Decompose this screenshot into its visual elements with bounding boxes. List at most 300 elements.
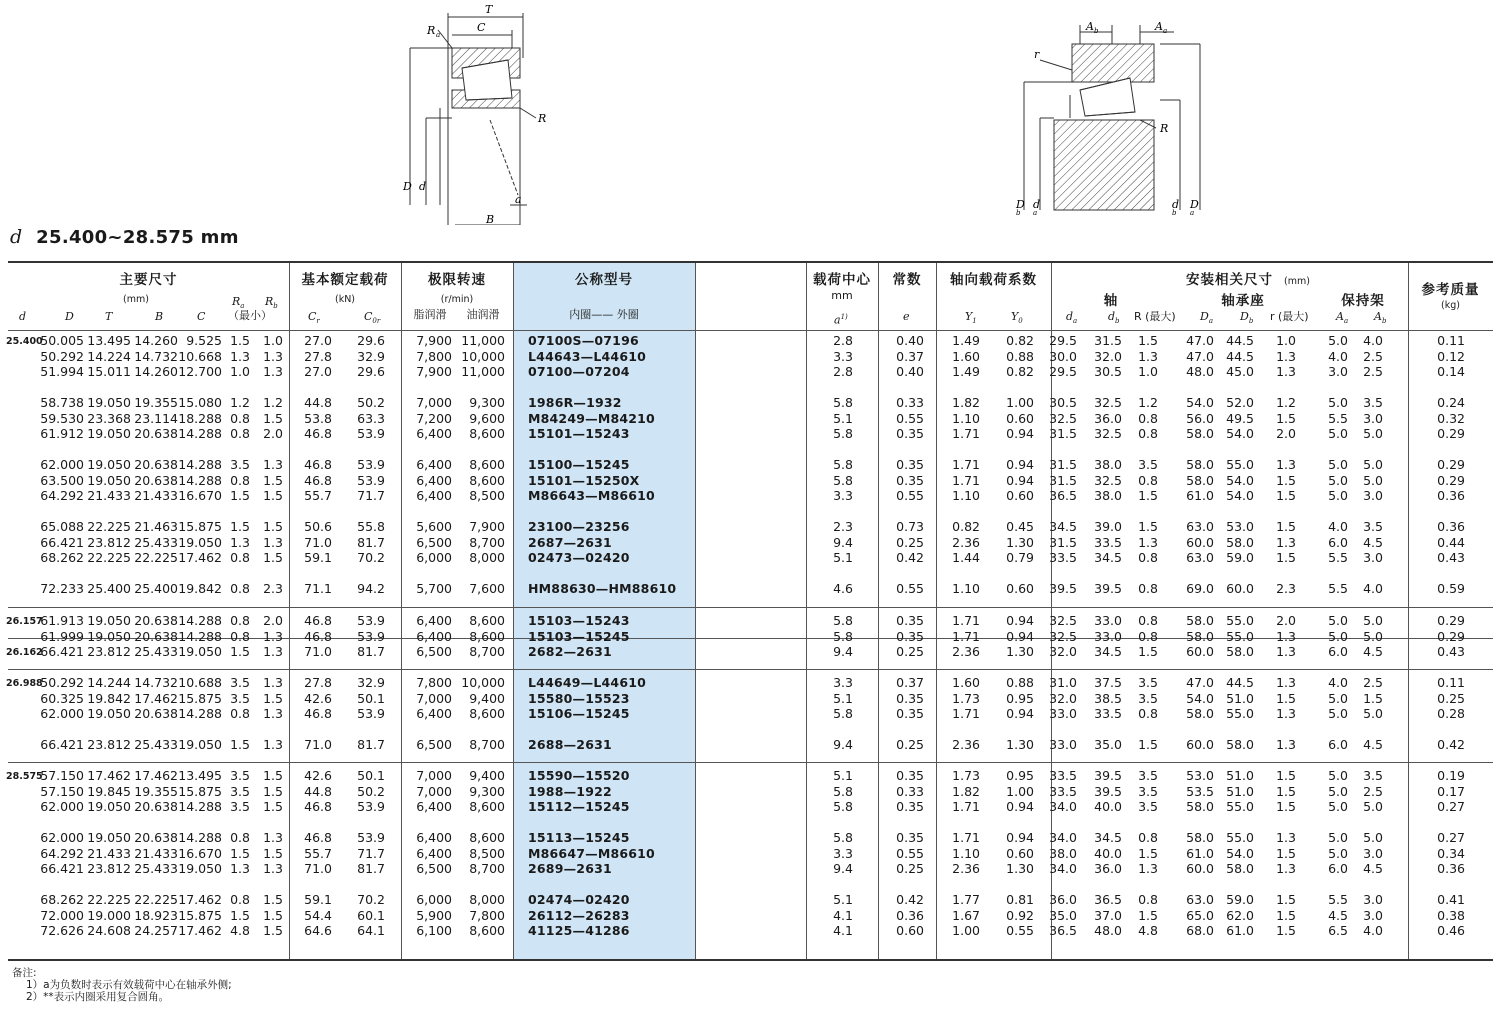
cell-C: 14.288: [178, 830, 222, 845]
cell-Y1: 1.71: [952, 472, 980, 488]
cell-Ab: 5.0: [1363, 628, 1383, 644]
col-symbol-B: B: [155, 310, 164, 323]
col-symbol-a: $a^{1)}$: [834, 313, 848, 327]
cell-D: 58.738: [40, 395, 84, 410]
cell-r: 1.5: [1276, 799, 1296, 814]
cell-designation: 15100—15245: [528, 457, 630, 472]
cell-da: 29.5: [1049, 364, 1077, 379]
diagram-label-Ab: A: [1086, 20, 1094, 33]
cell-Y0: 0.94: [1006, 706, 1034, 721]
cell-B: 20.638: [134, 830, 178, 845]
cell-e: 0.25: [896, 861, 924, 876]
cell-da: 34.0: [1049, 861, 1077, 876]
cell-Y0: 0.94: [1006, 472, 1034, 488]
cell-Y1: 2.36: [952, 644, 980, 659]
cell-oil: 8,600: [469, 706, 505, 721]
cell-C: 16.670: [178, 488, 222, 503]
cell-T: 19.050: [87, 830, 131, 845]
cell-oil: 8,600: [469, 799, 505, 814]
cell-Cr: 46.8: [304, 457, 332, 472]
cell-db: 38.0: [1094, 488, 1122, 503]
cell-C0r: 81.7: [357, 861, 385, 876]
header-main-dims: 主要尺寸: [119, 272, 178, 288]
cell-db: 34.5: [1094, 830, 1122, 845]
cell-R: 1.5: [1138, 644, 1158, 659]
cell-T: 14.244: [87, 675, 131, 690]
cell-Y0: 0.94: [1006, 457, 1034, 472]
cell-r: 1.5: [1276, 472, 1296, 488]
cell-designation: 15590—15520: [528, 768, 630, 783]
index-mark: b: [273, 302, 278, 311]
col-symbol-Ra: $R_a$: [232, 295, 245, 311]
cell-Aa: 5.0: [1328, 613, 1348, 628]
cell-C: 14.288: [178, 628, 222, 644]
cell-B: 24.257: [134, 923, 178, 938]
cell-Da: 58.0: [1186, 628, 1214, 644]
cell-C: 10.688: [178, 675, 222, 690]
cell-B: 25.433: [134, 644, 178, 659]
cell-Y0: 0.60: [1006, 581, 1034, 596]
cell-Ab: 5.0: [1363, 613, 1383, 628]
cell-T: 15.011: [87, 364, 131, 379]
cell-grease: 6,400: [416, 488, 452, 503]
cell-Rb: 1.5: [263, 845, 283, 861]
cell-Rb: 2.3: [263, 581, 283, 596]
cell-Da: 58.0: [1186, 457, 1214, 472]
cell-mass: 0.27: [1437, 799, 1465, 814]
cell-mass: 0.36: [1437, 488, 1465, 503]
cell-Ab: 3.0: [1363, 845, 1383, 861]
cell-R: 1.5: [1138, 488, 1158, 503]
cell-Cr: 59.1: [304, 550, 332, 565]
cell-Aa: 5.0: [1328, 690, 1348, 706]
cell-r: 1.5: [1276, 923, 1296, 938]
cell-e: 0.55: [896, 845, 924, 861]
cell-Y1: 1.60: [952, 348, 980, 364]
cell-e: 0.33: [896, 783, 924, 799]
cell-grease: 5,600: [416, 519, 452, 534]
cell-Ra: 1.5: [230, 737, 250, 752]
cell-r: 1.3: [1276, 348, 1296, 364]
cell-Db: 44.5: [1226, 348, 1254, 364]
cell-Cr: 71.0: [304, 737, 332, 752]
cell-C: 12.700: [178, 364, 222, 379]
cell-r: 1.3: [1276, 737, 1296, 752]
cell-Aa: 5.5: [1328, 550, 1348, 565]
cell-Ab: 4.0: [1363, 333, 1383, 348]
cell-C: 17.462: [178, 550, 222, 565]
diagram-label-a: a: [515, 193, 522, 206]
cell-grease: 6,500: [416, 534, 452, 550]
cell-a: 2.8: [833, 333, 853, 348]
page-heading: [10, 226, 239, 254]
cell-Ab: 4.0: [1363, 923, 1383, 938]
cell-Y0: 0.94: [1006, 426, 1034, 441]
cell-grease: 6,400: [416, 472, 452, 488]
cell-designation: 2682—2631: [528, 644, 612, 659]
cell-r: 1.3: [1276, 861, 1296, 876]
cell-grease: 6,500: [416, 644, 452, 659]
cell-C: 15.875: [178, 519, 222, 534]
cell-oil: 8,600: [469, 628, 505, 644]
cell-B: 17.462: [134, 768, 178, 783]
cell-R: 1.3: [1138, 534, 1158, 550]
cell-designation: 41125—41286: [528, 923, 630, 938]
cell-C: 14.288: [178, 472, 222, 488]
cell-Ra: 0.8: [230, 550, 250, 565]
cell-C0r: 81.7: [357, 534, 385, 550]
cell-Db: 55.0: [1226, 799, 1254, 814]
cell-Rb: 1.5: [263, 472, 283, 488]
header-bottom-rule: [8, 330, 1493, 331]
cell-mass: 0.24: [1437, 395, 1465, 410]
cell-Ra: 0.8: [230, 613, 250, 628]
cell-R: 3.5: [1138, 690, 1158, 706]
cell-Ra: 1.3: [230, 861, 250, 876]
cell-C: 19.842: [178, 581, 222, 596]
cell-Y0: 1.00: [1006, 783, 1034, 799]
cell-db: 32.5: [1094, 472, 1122, 488]
cell-Ab: 3.5: [1363, 519, 1383, 534]
cell-Y1: 1.77: [952, 892, 980, 907]
diagram-label-R: R: [538, 112, 547, 125]
cell-B: 19.355: [134, 783, 178, 799]
cell-grease: 6,500: [416, 737, 452, 752]
cell-Y1: 1.71: [952, 628, 980, 644]
cell-designation: 15106—15245: [528, 706, 630, 721]
cell-D: 62.000: [40, 706, 84, 721]
group-bore-d: 26.157: [6, 616, 43, 627]
cell-C0r: 70.2: [357, 550, 385, 565]
cell-Da: 47.0: [1186, 348, 1214, 364]
cell-e: 0.40: [896, 333, 924, 348]
cell-mass: 0.29: [1437, 628, 1465, 644]
cell-mass: 0.36: [1437, 861, 1465, 876]
cell-Da: 53.5: [1186, 783, 1214, 799]
cell-Aa: 6.0: [1328, 737, 1348, 752]
diagram-label-Da-sub: a: [1190, 209, 1195, 217]
cell-T: 14.224: [87, 348, 131, 364]
cell-C0r: 50.2: [357, 783, 385, 799]
cell-R: 0.8: [1138, 830, 1158, 845]
cell-Aa: 4.5: [1328, 907, 1348, 923]
cell-da: 35.0: [1049, 907, 1077, 923]
cell-C0r: 50.1: [357, 768, 385, 783]
cell-Y1: 1.10: [952, 488, 980, 503]
cell-Aa: 5.0: [1328, 799, 1348, 814]
cell-a: 3.3: [833, 845, 853, 861]
cell-mass: 0.41: [1437, 892, 1465, 907]
cell-Ra: 3.5: [230, 799, 250, 814]
cell-Db: 44.5: [1226, 333, 1254, 348]
cell-C: 14.288: [178, 457, 222, 472]
cell-B: 23.114: [134, 410, 178, 426]
cell-r: 1.5: [1276, 768, 1296, 783]
cell-r: 1.2: [1276, 395, 1296, 410]
cell-designation: M86647—M86610: [528, 845, 655, 861]
cell-Ab: 4.5: [1363, 861, 1383, 876]
cell-oil: 10,000: [461, 348, 505, 364]
cell-Rb: 1.3: [263, 534, 283, 550]
index-mark: b: [1381, 317, 1387, 326]
cell-grease: 6,400: [416, 613, 452, 628]
cell-db: 33.5: [1094, 534, 1122, 550]
cell-designation: 02474—02420: [528, 892, 630, 907]
cell-R: 1.5: [1138, 737, 1158, 752]
cell-e: 0.35: [896, 799, 924, 814]
cell-C: 15.875: [178, 783, 222, 799]
cell-D: 62.000: [40, 830, 84, 845]
cell-da: 33.0: [1049, 737, 1077, 752]
cell-C: 14.288: [178, 613, 222, 628]
cell-grease: 6,000: [416, 892, 452, 907]
cell-C: 13.495: [178, 768, 222, 783]
cell-Ra: 1.3: [230, 534, 250, 550]
cell-R: 3.5: [1138, 768, 1158, 783]
cell-R: 0.8: [1138, 581, 1158, 596]
col-symbol-Rb: $R_b$: [265, 295, 278, 311]
cell-Y0: 0.82: [1006, 364, 1034, 379]
cell-oil: 11,000: [461, 364, 505, 379]
cell-grease: 6,500: [416, 861, 452, 876]
cell-Db: 53.0: [1226, 519, 1254, 534]
cell-Aa: 5.0: [1328, 472, 1348, 488]
cell-db: 39.5: [1094, 783, 1122, 799]
note-2: 2）**表示内圈采用复合圆角。: [26, 991, 170, 1003]
cell-da: 36.0: [1049, 892, 1077, 907]
cell-Aa: 4.0: [1328, 348, 1348, 364]
cell-oil: 7,900: [469, 519, 505, 534]
cell-da: 36.5: [1049, 923, 1077, 938]
cell-Cr: 71.0: [304, 534, 332, 550]
cell-db: 30.5: [1094, 364, 1122, 379]
cell-oil: 8,600: [469, 613, 505, 628]
cell-Y1: 2.36: [952, 737, 980, 752]
cell-e: 0.35: [896, 613, 924, 628]
cell-a: 5.8: [833, 472, 853, 488]
column-rule: [695, 263, 696, 959]
cell-a: 5.8: [833, 628, 853, 644]
cell-e: 0.42: [896, 892, 924, 907]
diagram-label-Aa: A: [1155, 20, 1163, 33]
cell-Y1: 1.44: [952, 550, 980, 565]
cell-C0r: 63.3: [357, 410, 385, 426]
cell-Rb: 1.3: [263, 457, 283, 472]
cell-Cr: 27.8: [304, 675, 332, 690]
cell-Y0: 0.55: [1006, 923, 1034, 938]
cell-mass: 0.29: [1437, 457, 1465, 472]
diagram-label-Ra-sub: a: [436, 31, 441, 39]
cell-Ra: 4.8: [230, 923, 250, 938]
cell-Cr: 44.8: [304, 395, 332, 410]
cell-Cr: 71.1: [304, 581, 332, 596]
cell-D: 66.421: [40, 861, 84, 876]
cell-Y1: 1.71: [952, 799, 980, 814]
cell-mass: 0.11: [1437, 675, 1465, 690]
cell-Da: 58.0: [1186, 613, 1214, 628]
cell-C0r: 29.6: [357, 364, 385, 379]
cell-Da: 58.0: [1186, 472, 1214, 488]
cell-Ab: 3.5: [1363, 768, 1383, 783]
cell-C: 14.288: [178, 706, 222, 721]
cell-Y0: 0.60: [1006, 488, 1034, 503]
cell-designation: 2687—2631: [528, 534, 612, 550]
cell-Cr: 27.8: [304, 348, 332, 364]
cell-grease: 7,900: [416, 364, 452, 379]
cell-Y1: 1.10: [952, 410, 980, 426]
diagram-label-da-sub: a: [1033, 209, 1038, 217]
cell-D: 61.999: [40, 628, 84, 644]
cell-Da: 58.0: [1186, 799, 1214, 814]
cell-da: 39.5: [1049, 581, 1077, 596]
cell-da: 30.0: [1049, 348, 1077, 364]
cell-Rb: 1.5: [263, 519, 283, 534]
cell-a: 9.4: [833, 861, 853, 876]
header-mass-unit: (kg): [1441, 300, 1460, 311]
cell-mass: 0.42: [1437, 737, 1465, 752]
cell-Da: 68.0: [1186, 923, 1214, 938]
cell-Y1: 1.10: [952, 581, 980, 596]
index-mark: 0r: [372, 317, 381, 326]
cell-oil: 8,500: [469, 488, 505, 503]
cell-Y0: 0.60: [1006, 410, 1034, 426]
cell-Db: 58.0: [1226, 534, 1254, 550]
cell-Db: 54.0: [1226, 426, 1254, 441]
cell-Rb: 1.3: [263, 628, 283, 644]
cell-Ab: 2.5: [1363, 783, 1383, 799]
cell-Y0: 1.30: [1006, 737, 1034, 752]
cell-r: 2.3: [1276, 581, 1296, 596]
cell-designation: M86643—M86610: [528, 488, 655, 503]
cell-mass: 0.46: [1437, 923, 1465, 938]
cell-Ra: 0.8: [230, 426, 250, 441]
cell-Cr: 64.6: [304, 923, 332, 938]
cell-e: 0.35: [896, 830, 924, 845]
cell-D: 64.292: [40, 845, 84, 861]
col-symbol-db: $d_b$: [1108, 310, 1120, 326]
cell-Aa: 5.5: [1328, 581, 1348, 596]
cell-a: 5.1: [833, 410, 853, 426]
cell-r: 1.5: [1276, 410, 1296, 426]
notes-title: 备注:: [12, 967, 37, 979]
cell-e: 0.35: [896, 457, 924, 472]
cell-mass: 0.32: [1437, 410, 1465, 426]
index-mark: b: [1248, 317, 1254, 326]
cell-T: 19.050: [87, 628, 131, 644]
cell-da: 34.5: [1049, 519, 1077, 534]
cell-Y1: 1.71: [952, 706, 980, 721]
cell-C: 19.050: [178, 861, 222, 876]
cell-C0r: 53.9: [357, 457, 385, 472]
cell-C0r: 53.9: [357, 613, 385, 628]
cell-oil: 11,000: [461, 333, 505, 348]
cell-T: 19.845: [87, 783, 131, 799]
cell-mass: 0.34: [1437, 845, 1465, 861]
cell-T: 21.433: [87, 845, 131, 861]
cell-a: 5.1: [833, 768, 853, 783]
cell-grease: 6,400: [416, 628, 452, 644]
cell-Y0: 0.88: [1006, 675, 1034, 690]
cell-e: 0.37: [896, 348, 924, 364]
cell-Ra: 3.5: [230, 768, 250, 783]
cell-Ra: 0.8: [230, 706, 250, 721]
cell-D: 66.421: [40, 534, 84, 550]
cell-Aa: 5.0: [1328, 845, 1348, 861]
cell-designation: M84249—M84210: [528, 410, 655, 426]
cell-r: 2.0: [1276, 613, 1296, 628]
cell-r: 1.3: [1276, 628, 1296, 644]
header-load-center-unit: mm: [831, 289, 853, 302]
cell-Db: 60.0: [1226, 581, 1254, 596]
cell-da: 32.0: [1049, 644, 1077, 659]
cell-Ra: 0.8: [230, 628, 250, 644]
cell-Ab: 3.5: [1363, 395, 1383, 410]
cell-D: 59.530: [40, 410, 84, 426]
col-symbol-D: D: [65, 310, 74, 323]
cell-grease: 6,400: [416, 457, 452, 472]
cell-oil: 9,300: [469, 395, 505, 410]
cell-D: 50.005: [40, 333, 84, 348]
cell-Aa: 5.0: [1328, 457, 1348, 472]
cell-a: 2.8: [833, 364, 853, 379]
cell-B: 14.732: [134, 675, 178, 690]
cell-Db: 61.0: [1226, 923, 1254, 938]
index-mark: a: [240, 302, 245, 311]
diagram-label-Aa-sub: a: [1163, 27, 1168, 35]
cell-mass: 0.29: [1437, 472, 1465, 488]
cell-C0r: 71.7: [357, 845, 385, 861]
cell-Da: 56.0: [1186, 410, 1214, 426]
cell-Y0: 0.81: [1006, 892, 1034, 907]
cell-R: 1.2: [1138, 395, 1158, 410]
cell-db: 40.0: [1094, 845, 1122, 861]
cell-a: 5.8: [833, 830, 853, 845]
cell-da: 36.5: [1049, 488, 1077, 503]
cell-Rb: 1.0: [263, 333, 283, 348]
cell-e: 0.55: [896, 410, 924, 426]
cell-B: 14.732: [134, 348, 178, 364]
cell-Db: 54.0: [1226, 845, 1254, 861]
cell-Ra: 0.8: [230, 410, 250, 426]
cell-B: 21.463: [134, 519, 178, 534]
cell-oil: 7,600: [469, 581, 505, 596]
cell-Ab: 5.0: [1363, 472, 1383, 488]
cell-Aa: 5.0: [1328, 706, 1348, 721]
cell-e: 0.35: [896, 690, 924, 706]
cell-Ra: 1.3: [230, 348, 250, 364]
cell-Db: 55.0: [1226, 628, 1254, 644]
cell-Cr: 46.8: [304, 472, 332, 488]
cell-B: 25.433: [134, 534, 178, 550]
cell-Y1: 1.71: [952, 613, 980, 628]
cell-Rb: 1.3: [263, 861, 283, 876]
note-1: 1）a为负数时表示有效载荷中心在轴承外侧;: [26, 979, 232, 991]
cell-r: 1.5: [1276, 892, 1296, 907]
cell-D: 63.500: [40, 472, 84, 488]
cell-R: 3.5: [1138, 799, 1158, 814]
cell-mass: 0.17: [1437, 783, 1465, 799]
header-designation-sub: 内圈—— 外圈: [569, 308, 639, 321]
cell-R: 1.0: [1138, 364, 1158, 379]
cell-Cr: 44.8: [304, 783, 332, 799]
cell-T: 23.812: [87, 534, 131, 550]
cell-da: 32.5: [1049, 410, 1077, 426]
cell-db: 33.5: [1094, 706, 1122, 721]
cell-grease: 6,400: [416, 830, 452, 845]
cell-Aa: 5.0: [1328, 426, 1348, 441]
cell-C0r: 64.1: [357, 923, 385, 938]
cell-Db: 49.5: [1226, 410, 1254, 426]
